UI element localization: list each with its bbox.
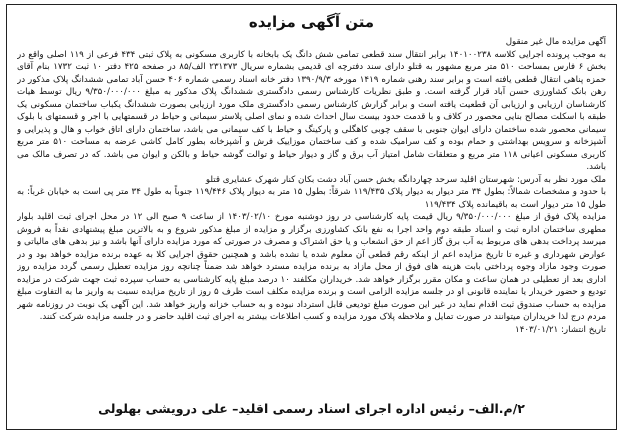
- notice-title: متن آگهی مزایده: [248, 13, 375, 31]
- notice-body: [17, 36, 606, 381]
- property-boundaries: با حدود و مشخصات شمالاً: بطول ۳۴ متر دیوار به دیوار پلاک ۱۱۹/۴۳۵ شرقاً: بطول ۱۵ متر به دیوار پلاک ۱۱۹/۴۴۶ جنوباً به طول ۳۴ متر پی است به خیابان غرباً: به طول ۱۵ متر دیوار است به باقیمانده پلاک ۱۱۹/۴۳۴: [17, 187, 606, 210]
- auction-notice: [6, 4, 617, 430]
- notice-subtitle: آگهی مزایده مال غیر منقول: [505, 37, 606, 47]
- property-description: به موجب پرونده اجرایی کلاسه ۱۴۰۱۰۰۲۳۸ برابر انتقال سند قطعی تمامی شش دانگ یک بابخانه با کاربری مسکونی به پلاک ثبتی ۴۳۴ فرعی از ۱۱۹ اصلی واقع در بخش ۶ فارس بمساحت ۵۱۰ متر مربع مشهور به قتلو دارای سند دفترچه ای قدیمی بشماره سریال ۲۳۱۳۷۳ الف/۸۵ در صفحه ۴۲۵ دفتر ۱۰ ثبت ۱۷۳۲ بنام آقای حمزه پناهی انتقال قطعی یافته است و برابر سند رهنی شماره ۱۴۱۹ مورخه ۱۳۹۰/۹/۳ دفتر خانه اسناد رسمی شماره ۴۰۶ حسن آباد تمامی ششدانگ پلاک مذکور در رهن بانک کشاورزی حسن آباد قرار گرفته است. و طبق نظریات کارشناس رسمی دادگستری ششدانگ پلاک مذکور به مبلغ ۹/۳۵۰/۰۰۰/۰۰۰ ریال توسط هیات کارشناسان ارزیابی و ارزیابی آن قطعیت یافته است و برابر گزارش کارشناس رسمی دادگستری ملک مورد ارزیابی بصورت ششدانگ یکباب ساختمان مسکونی یک طبقه با اسکلت مصالح بنایی محصور در کلاف و با قدمت حدود بیست سال احداث شده و نمای اصلی پلاستر سیمانی و حیاط در قسمتهایی با اجر و قسمتهای با بلوک سیمانی محصور شده ساختمان دارای ایوان جنوبی با سقف چوبی کاهگلی و پارکینگ و حیاط با کف سیمانی می باشد، ساختمان دارای اتاق خواب و هال و پذیرایی و آشپزخانه و سرویس بهداشتی و حمام بوده و کف سرامیک شده و کف ساختمان موزاییک فرش و آشپزخانه بطور کامل کاشی عرضه به مساحت ۵۱۰ متر مربع کاربری مسکونی اعیانی ۱۱۸ متر مربع و متعلقات شامل امتیاز آب برق و گاز و دیوار حیاط و توالت گوشه حیاط و بالکن و ایوان می باشد. که در تصرف مالک می باشد.: [17, 49, 606, 172]
- publication-date: تاریخ انتشار: ۱۴۰۳/۰۱/۲۱: [515, 324, 606, 335]
- signature-line: ۲/م.الف– رئیس اداره اجرای اسناد رسمی اقلید– علی درویشی بهلولی: [98, 401, 525, 416]
- property-address: ملک مورد نظر به آدرس: شهرستان اقلید سرحد چهاردانگه بخش حسن آباد دشت بکان کنار شهرک عشایری قتلو: [205, 174, 606, 185]
- auction-terms: مزایده پلاک فوق از مبلغ ۹/۳۵۰/۰۰۰/۰۰۰ ریال قیمت پایه کارشناسی در روز دوشنبه مورخ ۱۴۰۳/۰۲/۱۰ از ساعت ۹ صبح الی ۱۲ در محل اجرای ثبت اقلید بلوار مطهری ساختمان اداره ثبت و اسناد طبقه دوم واحد اجرا به نفع بانک کشاورزی برگزار و مزایده از مبلغ مذکور شروع و به بالاترین مبلغ پیشنهادی نقداً به فروش میرسد پرداخت بدهی های مربوط به آب برق گاز اعم از حق انشعاب و یا حق اشتراک و مصرف در صورتی که مورد مزایده دارای آنها باشد و نیز بدهی های مالیاتی و عوارض شهرداری و غیره تا تاریخ مزایده اعم از اینکه رقم قطعی آن معلوم شده یا نشده باشد و همچنین حقوق اجرایی کلا به عهده برنده مزایده خواهد بود و در صورت وجود مازاد وجوه پرداختی بابت هزینه های فوق از محل مازاد به برنده مزایده مسترد خواهد شد ضمناً چنانچه روز مزایده تعطیل رسمی گردد مزایده روز اداری بعد از تعطیلی در همان ساعت و مکان مقرر برگزار خواهد شد. خریداران مکلفند ۱۰ درصد مبلغ پایه کارشناسی به حساب سپرده ثبت جهت شرکت در مزایده تودیع و حضور خریدار یا نماینده قانونی او در جلسه مزایده الزامی است و برنده مزایده مکلف است ظرف ۵ روز از تاریخ مزایده نسبت به واریز ما به التفاوت مبلغ مزایده به حساب صندوق ثبت اقدام نماید در غیر این صورت مبلغ تودیعی قابل استرداد نبوده و به حساب خزانه واریز خواهد شد. این آگهی یک نوبت در روزنامه شهر مردم درج لذا خریداران میتوانند در صورت تمایل و ملاحظه پلاک مورد مزایده و کسب اطلاعات بیشتر به اجرای ثبت اقلید حاضر و در جلسه مزایده شرکت کنند.: [17, 212, 606, 322]
